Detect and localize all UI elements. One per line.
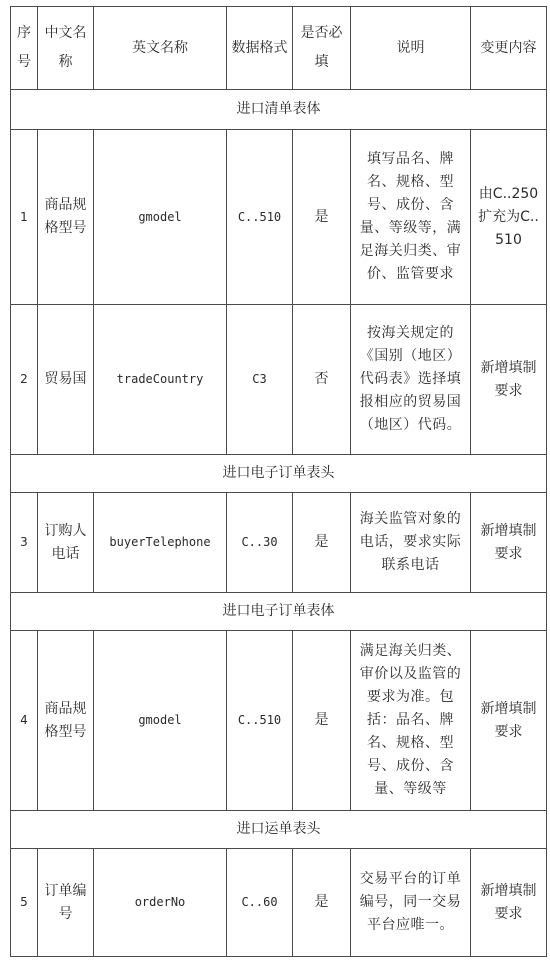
cell-change: 新增填制要求 (471, 849, 547, 957)
cell-cn-name: 商品规格型号 (38, 631, 94, 811)
section-title: 进口清单表体 (11, 90, 547, 130)
header-change: 变更内容 (471, 7, 547, 90)
cell-seq: 3 (11, 493, 38, 593)
cell-change: 由C..250扩充为C..510 (471, 130, 547, 305)
cell-desc: 按海关规定的《国别（地区）代码表》选择填报相应的贸易国（地区）代码。 (351, 305, 471, 455)
header-desc: 说明 (351, 7, 471, 90)
cell-format: C3 (227, 305, 293, 455)
section-title: 进口电子订单表头 (11, 455, 547, 493)
cell-seq: 2 (11, 305, 38, 455)
cell-seq: 4 (11, 631, 38, 811)
table-row (11, 130, 547, 305)
cell-cn-name: 贸易国 (38, 305, 94, 455)
header-required: 是否必填 (293, 7, 351, 90)
cell-seq: 1 (11, 130, 38, 305)
cell-desc: 交易平台的订单编号，同一交易平台应唯一。 (351, 849, 471, 957)
cell-change: 新增填制要求 (471, 493, 547, 593)
cell-required: 否 (293, 305, 351, 455)
table-row (11, 493, 547, 593)
spec-change-table (10, 6, 547, 957)
header-seq: 序号 (11, 7, 38, 90)
table-body (11, 90, 547, 957)
cell-seq: 5 (11, 849, 38, 957)
cell-en-name: orderNo (94, 849, 227, 957)
cell-cn-name: 订购人电话 (38, 493, 94, 593)
cell-required: 是 (293, 493, 351, 593)
cell-desc: 填写品名、牌名、规格、型号、成份、含量、等级等，满足海关归类、审价、监管要求 (351, 130, 471, 305)
section-row (11, 811, 547, 849)
cell-desc: 满足海关归类、审价以及监管的要求为准。包括：品名、牌名、规格、型号、成份、含量、等级等 (351, 631, 471, 811)
cell-change: 新增填制要求 (471, 305, 547, 455)
header-en-name: 英文名称 (94, 7, 227, 90)
header-row (11, 7, 547, 90)
cell-required: 是 (293, 631, 351, 811)
section-row (11, 593, 547, 631)
cell-format: C..510 (227, 130, 293, 305)
cell-en-name: gmodel (94, 631, 227, 811)
section-title: 进口电子订单表体 (11, 593, 547, 631)
cell-format: C..60 (227, 849, 293, 957)
table-header (11, 7, 547, 90)
table-row (11, 631, 547, 811)
cell-en-name: buyerTelephone (94, 493, 227, 593)
section-title: 进口运单表头 (11, 811, 547, 849)
cell-format: C..30 (227, 493, 293, 593)
cell-en-name: gmodel (94, 130, 227, 305)
cell-required: 是 (293, 130, 351, 305)
header-format: 数据格式 (227, 7, 293, 90)
cell-required: 是 (293, 849, 351, 957)
table-row (11, 849, 547, 957)
cell-cn-name: 商品规格型号 (38, 130, 94, 305)
cell-en-name: tradeCountry (94, 305, 227, 455)
cell-format: C..510 (227, 631, 293, 811)
cell-change: 新增填制要求 (471, 631, 547, 811)
cell-cn-name: 订单编号 (38, 849, 94, 957)
header-cn-name: 中文名称 (38, 7, 94, 90)
section-row (11, 90, 547, 130)
section-row (11, 455, 547, 493)
cell-desc: 海关监管对象的电话，要求实际联系电话 (351, 493, 471, 593)
table-row (11, 305, 547, 455)
